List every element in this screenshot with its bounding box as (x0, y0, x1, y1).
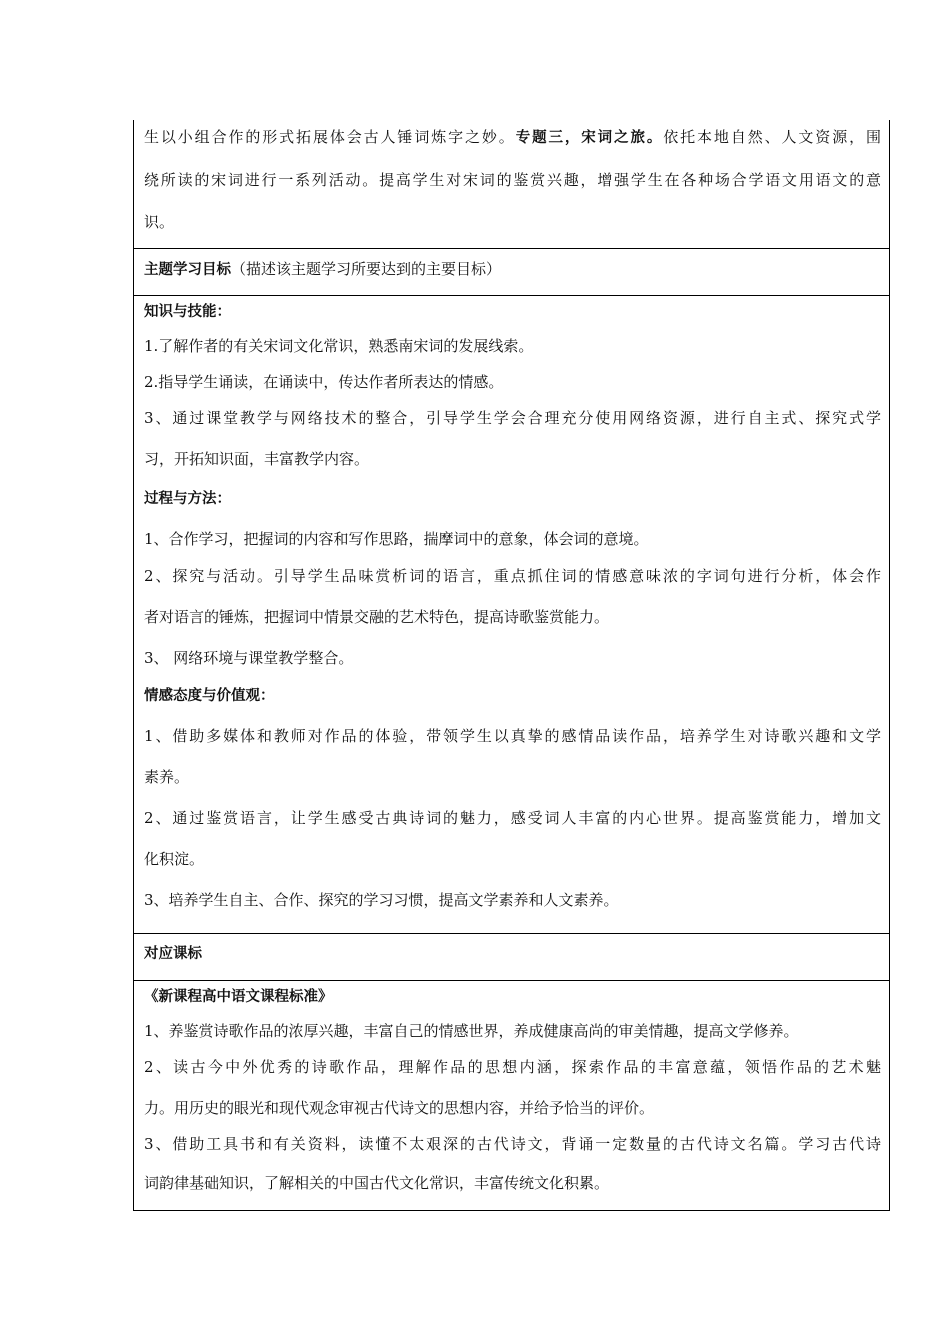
standard-item-2-line-1: 2、读古今中外优秀的诗歌作品，理解作品的思想内涵，探索作品的丰富意蕴，领悟作品的艺术魅 (144, 1058, 881, 1076)
standard-item-3-line-1: 3、借助工具书和有关资料，读懂不太艰深的古代诗文，背诵一定数量的古代诗文名篇。学习古代诗 (144, 1135, 881, 1153)
intro-topic-three: 专题三，宋词之旅。 (515, 130, 664, 146)
knowledge-item-2: 2.指导学生诵读，在诵读中，传达作者所表达的情感。 (144, 373, 504, 391)
goals-header-title: 主题学习目标 (144, 262, 231, 278)
standards-header-cell (134, 933, 889, 980)
emotion-item-1-line-1: 1、借助多媒体和教师对作品的体验，带领学生以真挚的感情品读作品，培养学生对诗歌兴趣和文学 (144, 727, 881, 745)
standards-source-title: 《新课程高中语文课程标准》 (144, 989, 333, 1005)
knowledge-item-3-line-1: 3、通过课堂教学与网络技术的整合，引导学生学会合理充分使用网络资源，进行自主式、探究式学 (144, 409, 881, 427)
standard-item-2-line-2: 力。用历史的眼光和现代观念审视古代诗文的思想内容，并给予恰当的评价。 (144, 1099, 655, 1117)
knowledge-title: 知识与技能： (144, 304, 231, 320)
emotion-item-3: 3、培养学生自主、合作、探究的学习习惯，提高文学素养和人文素养。 (144, 891, 619, 909)
emotion-item-2-line-1: 2、通过鉴赏语言，让学生感受古典诗词的魅力，感受词人丰富的内心世界。提高鉴赏能力，增加文 (144, 809, 881, 827)
lesson-plan-table (133, 120, 890, 1211)
intro-line-1-suffix: 依托本地自然、人文资源，围 (663, 128, 881, 146)
emotion-item-2-line-2: 化积淀。 (144, 850, 205, 868)
intro-line-3: 识。 (144, 213, 175, 231)
goals-header-cell (134, 248, 889, 295)
goals-header (144, 259, 881, 280)
process-item-2-line-2: 者对语言的锤炼，把握词中情景交融的艺术特色，提高诗歌鉴赏能力。 (144, 608, 610, 626)
intro-line-1-prefix: 生以小组合作的形式拓展体会古人锤词炼字之妙。 (144, 128, 516, 146)
goals-header-note: （描述该主题学习所要达到的主要目标） (231, 260, 502, 278)
process-item-1: 1、合作学习，把握词的内容和写作思路，揣摩词中的意象，体会词的意境。 (144, 530, 649, 548)
process-title: 过程与方法： (144, 491, 231, 507)
standard-item-3-line-2: 词韵律基础知识，了解相关的中国古代文化常识，丰富传统文化积累。 (144, 1174, 610, 1192)
knowledge-item-1: 1.了解作者的有关宋词文化常识，熟悉南宋词的发展线索。 (144, 337, 534, 355)
standards-cell (134, 980, 889, 1210)
goals-cell (134, 295, 889, 933)
intro-cell (134, 120, 889, 248)
emotion-item-1-line-2: 素养。 (144, 768, 190, 786)
intro-line-1 (144, 127, 881, 148)
process-item-2-line-1: 2、探究与活动。引导学生品味赏析词的语言，重点抓住词的情感意味浓的字词句进行分析，体会作 (144, 567, 881, 585)
standards-header-title: 对应课标 (144, 946, 202, 962)
standard-item-1: 1、养鉴赏诗歌作品的浓厚兴趣，丰富自己的情感世界，养成健康高尚的审美情趣，提高文学修养。 (144, 1022, 799, 1040)
process-item-3: 3、 网络环境与课堂教学整合。 (144, 649, 354, 667)
emotion-title: 情感态度与价值观： (144, 688, 275, 704)
knowledge-item-3-line-2: 习，开拓知识面，丰富教学内容。 (144, 450, 370, 468)
intro-line-2: 绕所读的宋词进行一系列活动。提高学生对宋词的鉴赏兴趣，增强学生在各种场合学语文用语文的意 (144, 171, 881, 189)
